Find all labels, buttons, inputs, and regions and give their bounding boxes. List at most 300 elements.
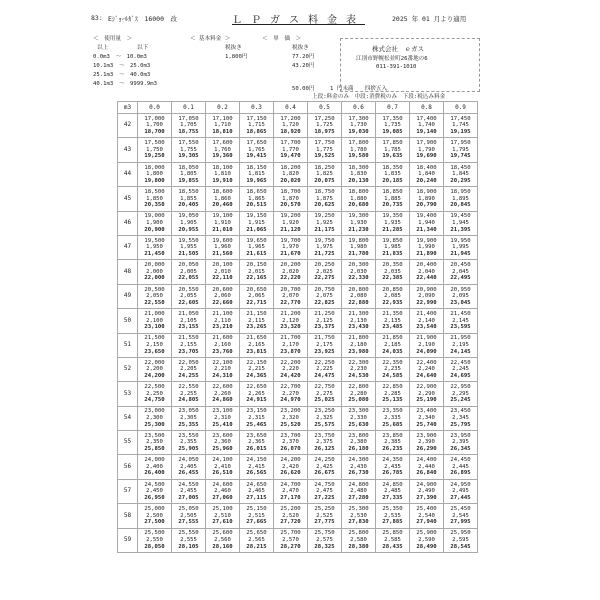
rate-tax: 1,800 — [146, 171, 163, 178]
rate-cell — [444, 406, 478, 430]
rate-tax: 2,320 — [282, 415, 299, 422]
rate-cell — [138, 357, 172, 381]
rate-cell — [376, 504, 410, 528]
row-m3: 45 — [118, 187, 138, 211]
rate-fee: 25,300 — [348, 506, 369, 513]
rate-tax: 2,175 — [316, 341, 333, 348]
rate-tax: 2,130 — [350, 317, 367, 324]
rate-fee: 23,650 — [246, 432, 267, 439]
rate-cell — [410, 309, 444, 333]
rate-fee: 20,300 — [348, 262, 369, 269]
page-title: ＬＰガス料金表 — [232, 15, 365, 26]
rate-tax: 2,385 — [384, 439, 401, 446]
rate-cell — [342, 431, 376, 455]
rate-cell — [240, 284, 274, 308]
rate-fee: 25,950 — [450, 530, 471, 537]
rate-total: 23,265 — [246, 324, 267, 331]
rate-tax: 2,350 — [146, 439, 163, 446]
rate-total: 18,975 — [314, 128, 335, 135]
rate-fee: 17,950 — [450, 140, 471, 147]
rate-tax: 1,885 — [384, 195, 401, 202]
rate-cell — [308, 382, 342, 406]
rate-tax: 2,470 — [282, 488, 299, 495]
rate-cell — [342, 309, 376, 333]
unit-price-value: 77.20円 — [292, 54, 315, 60]
rate-cell — [308, 284, 342, 308]
rate-fee: 23,350 — [382, 408, 403, 415]
rate-total: 27,060 — [212, 494, 233, 501]
rate-tax: 1,780 — [350, 146, 367, 153]
rate-cell — [172, 309, 206, 333]
rate-tax: 1,765 — [248, 146, 265, 153]
rate-fee: 19,500 — [144, 237, 165, 244]
rate-fee: 20,550 — [178, 286, 199, 293]
rate-total: 21,670 — [280, 250, 301, 257]
rate-total: 21,560 — [212, 250, 233, 257]
rate-cell — [376, 528, 410, 552]
rate-total: 20,405 — [178, 202, 199, 209]
rate-cell — [206, 504, 240, 528]
rate-tax: 2,375 — [316, 439, 333, 446]
rate-fee: 23,300 — [348, 408, 369, 415]
rate-total: 26,070 — [280, 446, 301, 453]
rate-tax: 2,255 — [180, 390, 197, 397]
rate-total: 25,080 — [348, 397, 369, 404]
rate-tax: 1,760 — [214, 146, 231, 153]
rate-cell — [308, 333, 342, 357]
rate-tax: 2,490 — [418, 488, 435, 495]
rate-total: 26,730 — [348, 470, 369, 477]
rate-total: 28,545 — [450, 543, 471, 550]
row-m3: 59 — [118, 528, 138, 552]
rate-tax: 2,545 — [452, 512, 469, 519]
rate-tax: 2,395 — [452, 439, 469, 446]
rate-cell — [444, 479, 478, 503]
rate-fee: 20,000 — [144, 262, 165, 269]
rate-total: 22,385 — [382, 275, 403, 282]
rate-tax: 2,275 — [316, 390, 333, 397]
rate-fee: 21,650 — [246, 335, 267, 342]
rate-cell — [376, 162, 410, 186]
rate-total: 23,485 — [382, 324, 403, 331]
rate-fee: 20,150 — [246, 262, 267, 269]
rate-total: 20,020 — [280, 177, 301, 184]
rate-total: 24,585 — [382, 372, 403, 379]
rate-total: 20,680 — [348, 202, 369, 209]
rate-fee: 25,650 — [246, 530, 267, 537]
rate-cell — [444, 260, 478, 284]
rate-cell — [172, 455, 206, 479]
rate-total: 22,055 — [178, 275, 199, 282]
rate-cell — [342, 479, 376, 503]
rate-tax: 2,180 — [350, 341, 367, 348]
rate-total: 24,090 — [416, 348, 437, 355]
column-header: 0.9 — [444, 102, 478, 114]
rate-total: 19,415 — [246, 153, 267, 160]
rate-cell — [444, 504, 478, 528]
rate-tax: 2,400 — [146, 463, 163, 470]
rate-cell — [444, 284, 478, 308]
rate-cell — [274, 211, 308, 235]
rate-cell — [172, 138, 206, 162]
rate-total: 27,280 — [348, 494, 369, 501]
rate-total: 24,805 — [178, 397, 199, 404]
rate-total: 20,515 — [246, 202, 267, 209]
rate-fee: 18,800 — [348, 188, 369, 195]
table-row — [118, 114, 478, 138]
rate-total: 24,475 — [314, 372, 335, 379]
row-m3: 43 — [118, 138, 138, 162]
rate-total: 26,345 — [450, 446, 471, 453]
rate-tax: 2,555 — [180, 537, 197, 544]
rate-fee: 23,950 — [450, 432, 471, 439]
rate-tax: 1,925 — [316, 219, 333, 226]
rate-total: 27,610 — [212, 519, 233, 526]
rate-cell — [138, 309, 172, 333]
rate-tax: 2,240 — [418, 366, 435, 373]
rate-fee: 20,850 — [382, 286, 403, 293]
rate-fee: 24,800 — [348, 481, 369, 488]
tier-row: 10.1m3 ～ 25.0m3 — [93, 63, 151, 69]
rate-fee: 25,100 — [212, 506, 233, 513]
rate-cell — [410, 455, 444, 479]
rate-cell — [240, 114, 274, 138]
rate-cell — [206, 187, 240, 211]
rate-cell — [206, 479, 240, 503]
rate-tax: 2,340 — [418, 415, 435, 422]
rate-total: 20,845 — [450, 202, 471, 209]
rate-tax: 1,920 — [282, 219, 299, 226]
rate-fee: 22,650 — [246, 384, 267, 391]
rate-cell — [376, 284, 410, 308]
table-row — [118, 479, 478, 503]
table-row — [118, 431, 478, 455]
rate-total: 21,505 — [178, 250, 199, 257]
rate-tax: 2,100 — [146, 317, 163, 324]
rate-total: 24,365 — [246, 372, 267, 379]
rate-cell — [240, 479, 274, 503]
rate-total: 19,745 — [450, 153, 471, 160]
column-header: 0.6 — [342, 102, 376, 114]
rate-total: 20,570 — [280, 202, 301, 209]
rate-tax: 2,115 — [248, 317, 265, 324]
rate-fee: 18,300 — [348, 164, 369, 171]
rate-total: 26,620 — [280, 470, 301, 477]
rate-total: 25,740 — [416, 421, 437, 428]
rate-cell — [410, 284, 444, 308]
rate-tax: 1,815 — [248, 171, 265, 178]
table-row — [118, 455, 478, 479]
column-header: 0.1 — [172, 102, 206, 114]
rate-fee: 24,350 — [382, 457, 403, 464]
row-m3: 56 — [118, 455, 138, 479]
rate-cell — [342, 504, 376, 528]
rate-tax: 2,055 — [180, 293, 197, 300]
rate-fee: 23,500 — [144, 432, 165, 439]
rate-fee: 24,400 — [416, 457, 437, 464]
rounding-note: 1 円未満 四捨五入 — [330, 86, 388, 92]
rate-fee: 22,400 — [416, 359, 437, 366]
rate-tax: 1,820 — [282, 171, 299, 178]
rate-total: 23,430 — [348, 324, 369, 331]
rate-cell — [240, 235, 274, 259]
rate-total: 27,830 — [348, 519, 369, 526]
row-m3: 52 — [118, 357, 138, 381]
rate-fee: 22,250 — [314, 359, 335, 366]
rate-fee: 24,100 — [212, 457, 233, 464]
rate-fee: 23,100 — [212, 408, 233, 415]
rate-fee: 22,600 — [212, 384, 233, 391]
rate-total: 20,900 — [144, 226, 165, 233]
rate-total: 25,245 — [450, 397, 471, 404]
rate-tax: 2,245 — [452, 366, 469, 373]
rate-cell — [308, 187, 342, 211]
rate-total: 22,605 — [178, 299, 199, 306]
rate-fee: 22,300 — [348, 359, 369, 366]
rate-cell — [172, 333, 206, 357]
rate-tax: 1,910 — [214, 219, 231, 226]
rate-fee: 17,050 — [178, 115, 199, 122]
rate-cell — [206, 357, 240, 381]
rate-fee: 24,500 — [144, 481, 165, 488]
table-row — [118, 138, 478, 162]
rate-cell — [274, 260, 308, 284]
rate-cell — [138, 406, 172, 430]
rate-tax: 2,295 — [452, 390, 469, 397]
rate-fee: 21,200 — [280, 310, 301, 317]
rate-cell — [240, 260, 274, 284]
rate-total: 20,240 — [416, 177, 437, 184]
rate-tax: 2,325 — [316, 415, 333, 422]
unit-price-value: 50.00円 — [292, 86, 315, 92]
rate-fee: 18,400 — [416, 164, 437, 171]
table-row — [118, 333, 478, 357]
rate-cell — [240, 528, 274, 552]
rate-cell — [342, 187, 376, 211]
rate-cell — [206, 528, 240, 552]
rate-tax: 2,035 — [384, 268, 401, 275]
rate-fee: 25,000 — [144, 506, 165, 513]
rate-cell — [308, 211, 342, 235]
rate-tax: 2,265 — [248, 390, 265, 397]
rate-tax: 2,015 — [248, 268, 265, 275]
rate-cell — [172, 211, 206, 235]
table-row — [118, 211, 478, 235]
rate-cell — [342, 235, 376, 259]
rate-fee: 18,450 — [450, 164, 471, 171]
rate-fee: 23,450 — [450, 408, 471, 415]
row-m3: 42 — [118, 114, 138, 138]
rate-total: 23,760 — [212, 348, 233, 355]
rate-fee: 19,200 — [280, 213, 301, 220]
rate-tax: 2,450 — [146, 488, 163, 495]
rate-total: 18,810 — [212, 128, 233, 135]
rate-cell — [138, 260, 172, 284]
rate-cell — [444, 187, 478, 211]
rate-cell — [274, 333, 308, 357]
rate-fee: 19,800 — [348, 237, 369, 244]
rate-total: 27,500 — [144, 519, 165, 526]
row-m3: 49 — [118, 284, 138, 308]
rate-tax: 2,235 — [384, 366, 401, 373]
rate-tax: 2,575 — [316, 537, 333, 544]
rate-total: 27,775 — [314, 519, 335, 526]
rate-total: 24,695 — [450, 372, 471, 379]
rate-tax: 2,425 — [316, 463, 333, 470]
rate-tax: 2,010 — [214, 268, 231, 275]
table-header-row — [118, 102, 478, 114]
rate-fee: 23,050 — [178, 408, 199, 415]
rate-fee: 22,450 — [450, 359, 471, 366]
rate-fee: 20,650 — [246, 286, 267, 293]
rate-tax: 1,775 — [316, 146, 333, 153]
rate-cell — [172, 479, 206, 503]
rate-total: 27,885 — [382, 519, 403, 526]
rate-total: 27,445 — [450, 494, 471, 501]
rate-cell — [274, 528, 308, 552]
rate-tax: 2,155 — [180, 341, 197, 348]
rate-cell — [410, 431, 444, 455]
rate-fee: 25,050 — [178, 506, 199, 513]
rate-fee: 21,750 — [314, 335, 335, 342]
rate-tax: 1,950 — [146, 244, 163, 251]
rate-tax: 1,770 — [282, 146, 299, 153]
rate-fee: 21,100 — [212, 310, 233, 317]
row-m3: 57 — [118, 479, 138, 503]
rate-tax: 1,785 — [384, 146, 401, 153]
rate-total: 28,215 — [246, 543, 267, 550]
rate-total: 21,890 — [416, 250, 437, 257]
rate-tax: 2,535 — [384, 512, 401, 519]
rate-fee: 21,700 — [280, 335, 301, 342]
rate-tax: 2,430 — [350, 463, 367, 470]
rate-total: 20,075 — [314, 177, 335, 184]
rate-total: 25,520 — [280, 421, 301, 428]
rate-fee: 25,450 — [450, 506, 471, 513]
rate-total: 24,970 — [280, 397, 301, 404]
rate-total: 24,860 — [212, 397, 233, 404]
rate-total: 22,330 — [348, 275, 369, 282]
rate-total: 19,965 — [246, 177, 267, 184]
rate-tax: 2,495 — [452, 488, 469, 495]
rate-tax: 2,220 — [282, 366, 299, 373]
rate-fee: 18,750 — [314, 188, 335, 195]
rate-total: 19,910 — [212, 177, 233, 184]
rate-total: 28,380 — [348, 543, 369, 550]
rate-tax: 2,405 — [180, 463, 197, 470]
rate-cell — [444, 455, 478, 479]
rate-cell — [444, 162, 478, 186]
rate-cell — [240, 162, 274, 186]
rate-fee: 21,350 — [382, 310, 403, 317]
rate-cell — [444, 431, 478, 455]
rate-tax: 2,080 — [350, 293, 367, 300]
rate-total: 19,470 — [280, 153, 301, 160]
rate-tax: 2,165 — [248, 341, 265, 348]
rate-fee: 21,000 — [144, 310, 165, 317]
rate-total: 24,145 — [450, 348, 471, 355]
rate-fee: 23,250 — [314, 408, 335, 415]
rate-tax: 2,170 — [282, 341, 299, 348]
rate-fee: 19,150 — [246, 213, 267, 220]
rate-total: 22,165 — [246, 275, 267, 282]
row-legend: 上段:料金のみ 中段:消費税のみ 下段:税込み料金 — [312, 94, 446, 100]
row-m3: 53 — [118, 382, 138, 406]
rate-cell — [444, 382, 478, 406]
rate-fee: 17,900 — [416, 140, 437, 147]
rate-fee: 24,450 — [450, 457, 471, 464]
rate-cell — [240, 455, 274, 479]
rate-total: 25,685 — [382, 421, 403, 428]
rate-tax: 2,125 — [316, 317, 333, 324]
rate-total: 22,110 — [212, 275, 233, 282]
rate-cell — [206, 406, 240, 430]
rate-fee: 18,100 — [212, 164, 233, 171]
rate-cell — [206, 284, 240, 308]
rate-tax: 2,530 — [350, 512, 367, 519]
rate-fee: 17,650 — [246, 140, 267, 147]
rate-cell — [410, 187, 444, 211]
rate-total: 25,850 — [144, 446, 165, 453]
rate-tax: 2,330 — [350, 415, 367, 422]
rate-fee: 19,050 — [178, 213, 199, 220]
rate-total: 22,880 — [348, 299, 369, 306]
rate-cell — [376, 309, 410, 333]
rate-tax: 2,050 — [146, 293, 163, 300]
rate-cell — [138, 479, 172, 503]
rate-tax: 2,590 — [418, 537, 435, 544]
rate-fee: 21,950 — [450, 335, 471, 342]
rate-total: 26,565 — [246, 470, 267, 477]
rate-fee: 20,450 — [450, 262, 471, 269]
rate-fee: 21,150 — [246, 310, 267, 317]
rate-tax: 2,285 — [384, 390, 401, 397]
rate-fee: 18,600 — [212, 188, 233, 195]
rate-fee: 19,700 — [280, 237, 301, 244]
table-row — [118, 382, 478, 406]
rate-fee: 24,900 — [416, 481, 437, 488]
rate-tax: 2,095 — [452, 293, 469, 300]
rate-cell — [342, 284, 376, 308]
rate-total: 20,790 — [416, 202, 437, 209]
rate-tax: 2,120 — [282, 317, 299, 324]
rate-cell — [308, 479, 342, 503]
rate-fee: 19,400 — [416, 213, 437, 220]
rate-fee: 22,150 — [246, 359, 267, 366]
rate-tax: 2,500 — [146, 512, 163, 519]
rate-total: 21,725 — [314, 250, 335, 257]
rate-fee: 20,050 — [178, 262, 199, 269]
rate-fee: 18,850 — [382, 188, 403, 195]
rate-fee: 23,550 — [178, 432, 199, 439]
rate-tax: 2,085 — [384, 293, 401, 300]
rate-tax: 2,480 — [350, 488, 367, 495]
rate-tax: 1,850 — [146, 195, 163, 202]
rate-cell — [308, 406, 342, 430]
rate-fee: 25,200 — [280, 506, 301, 513]
rate-total: 27,665 — [246, 519, 267, 526]
rate-total: 26,180 — [348, 446, 369, 453]
rate-total: 25,025 — [314, 397, 335, 404]
rate-cell — [138, 382, 172, 406]
rate-cell — [376, 138, 410, 162]
rate-tax: 2,435 — [384, 463, 401, 470]
rate-cell — [342, 357, 376, 381]
rate-total: 19,855 — [178, 177, 199, 184]
rate-fee: 19,950 — [450, 237, 471, 244]
rate-total: 26,125 — [314, 446, 335, 453]
rate-tax: 2,205 — [180, 366, 197, 373]
